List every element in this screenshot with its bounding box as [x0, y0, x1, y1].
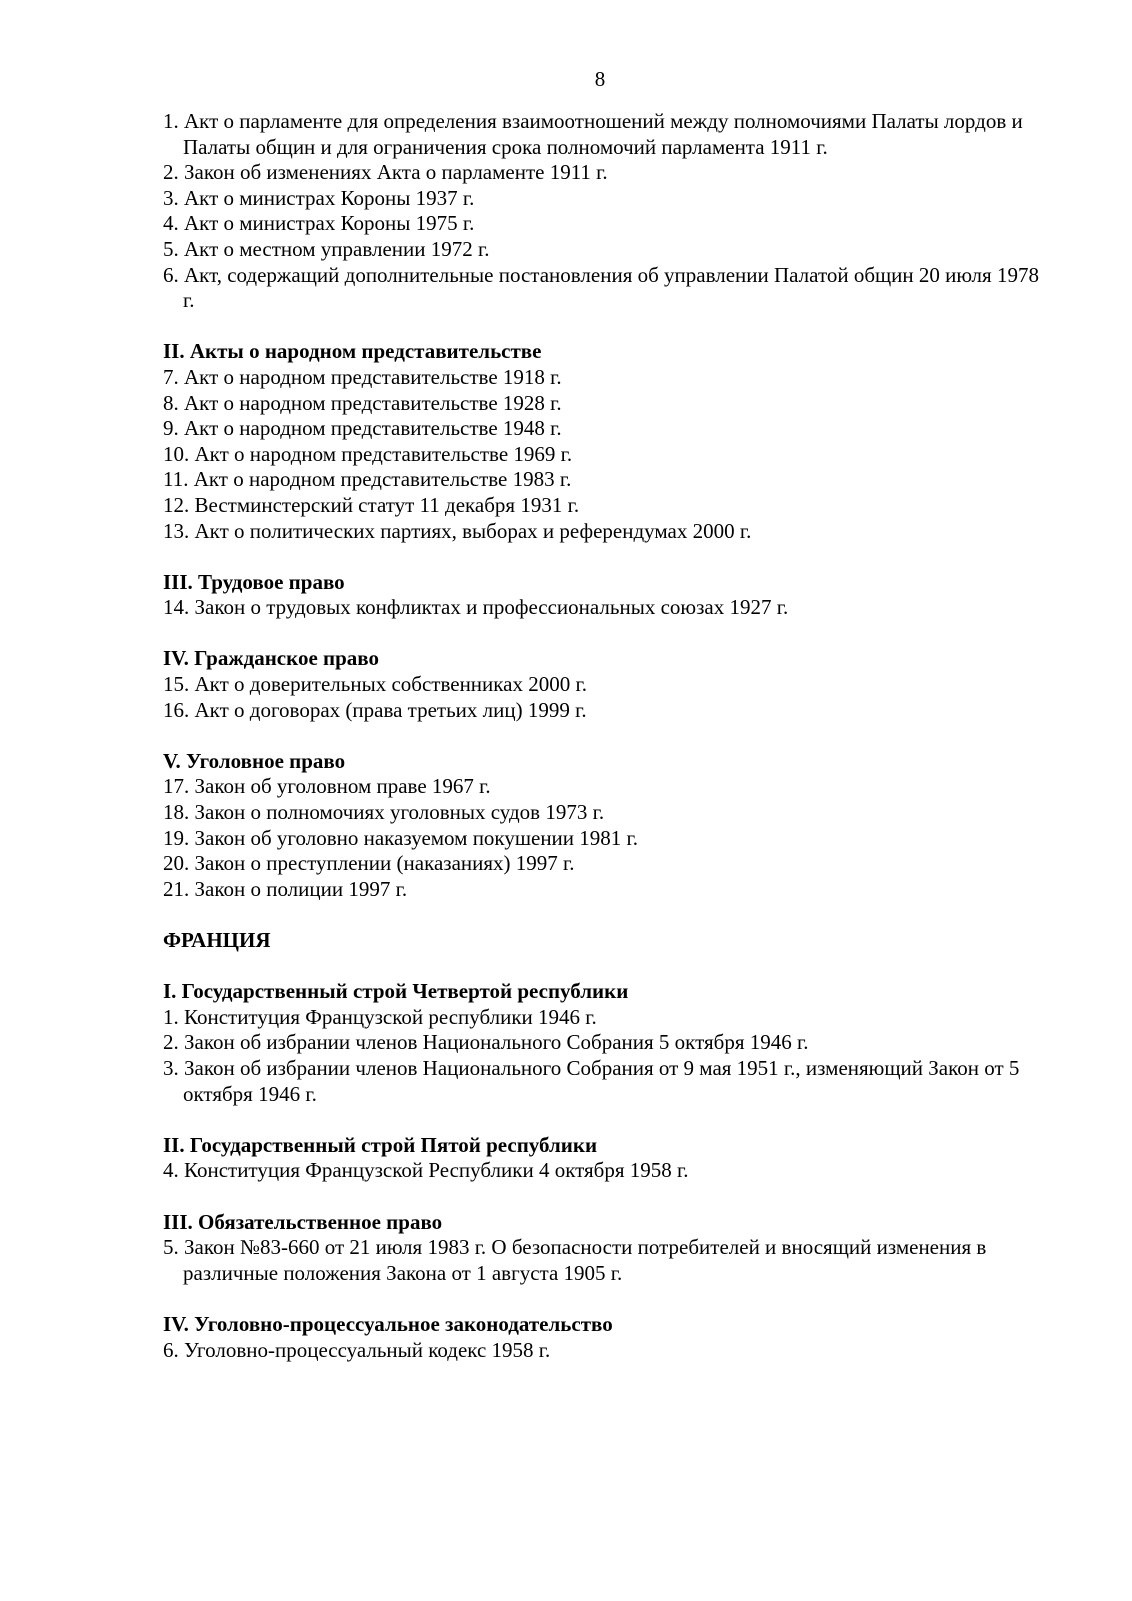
uk-section-2 — [163, 339, 1053, 544]
list-item: 5. Акт о местном управлении 1972 г. — [163, 236, 490, 261]
spacer — [163, 1286, 1053, 1312]
section-heading: II. Государственный строй Пятой республики — [163, 1132, 598, 1157]
list-item: 2. Закон об изменениях Акта о парламенте 1911 г. — [163, 160, 608, 185]
country-title: ФРАНЦИЯ — [163, 928, 271, 952]
list-item: 19. Закон об уголовно наказуемом покушении 1981 г. — [163, 825, 639, 850]
list-item: 6. Уголовно-процессуальный кодекс 1958 г. — [163, 1337, 551, 1362]
section-heading: II. Акты о народном представительстве — [163, 339, 542, 364]
list-item: 16. Акт о договорах (права третьих лиц) 1999 г. — [163, 697, 587, 722]
list-item: 8. Акт о народном представительстве 1928 г. — [163, 390, 562, 415]
section-heading: IV. Гражданское право — [163, 646, 379, 671]
list-item: 1. Конституция Французской республики 1946 г. — [163, 1004, 597, 1029]
list-item: 14. Закон о трудовых конфликтах и профессиональных союзах 1927 г. — [163, 595, 789, 620]
list-item: 3. Акт о министрах Короны 1937 г. — [163, 185, 475, 210]
spacer — [163, 544, 1053, 570]
list-item: 7. Акт о народном представительстве 1918 г. — [163, 364, 562, 389]
page-content — [163, 109, 1053, 1363]
list-item: 3. Закон об избрании членов Национального Собрания от 9 мая 1951 г., изменяющий Закон от 5 октября 1946 г. — [163, 1055, 1020, 1106]
list-item: 21. Закон о полиции 1997 г. — [163, 876, 408, 901]
list-item: 17. Закон об уголовном праве 1967 г. — [163, 774, 491, 799]
list-item: 20. Закон о преступлении (наказаниях) 1997 г. — [163, 851, 575, 876]
list-item: 6. Акт, содержащий дополнительные постановления об управлении Палатой общин 20 июля 1978 г. — [163, 262, 1039, 313]
list-item: 18. Закон о полномочиях уголовных судов 1973 г. — [163, 800, 605, 825]
list-item: 15. Акт о доверительных собственниках 2000 г. — [163, 672, 587, 697]
spacer — [163, 314, 1053, 340]
uk-block-1 — [163, 109, 1053, 314]
spacer — [163, 1184, 1053, 1210]
list-item: 12. Вестминстерский статут 11 декабря 1931 г. — [163, 492, 580, 517]
section-heading: III. Обязательственное право — [163, 1209, 443, 1234]
list-item: 9. Акт о народном представительстве 1948 г. — [163, 416, 562, 441]
spacer — [163, 723, 1053, 749]
spacer — [163, 954, 1053, 980]
list-item: 4. Акт о министрах Короны 1975 г. — [163, 211, 475, 236]
list-item: 10. Акт о народном представительстве 1969 г. — [163, 441, 573, 466]
spacer — [163, 902, 1053, 928]
section-heading: I. Государственный строй Четвертой республики — [163, 979, 629, 1004]
france-section-3 — [163, 1210, 1053, 1287]
france-section-4 — [163, 1312, 1053, 1363]
list-item: 2. Закон об избрании членов Национального Собрания 5 октября 1946 г. — [163, 1030, 809, 1055]
spacer — [163, 1107, 1053, 1133]
page-number: 8 — [594, 67, 606, 91]
list-item: 13. Акт о политических партиях, выборах и референдумах 2000 г. — [163, 518, 752, 543]
list-item: 11. Акт о народном представительстве 1983 г. — [163, 467, 572, 492]
list-item: 5. Закон №83-660 от 21 июля 1983 г. О безопасности потребителей и вносящий изменения в различные положения Закона от 1 августа 1905 г. — [163, 1235, 987, 1285]
section-heading: IV. Уголовно-процессуальное законодательство — [163, 1311, 613, 1336]
france-section-1 — [163, 979, 1053, 1107]
uk-section-3 — [163, 570, 1053, 621]
list-item: 1. Акт о парламенте для определения взаимоотношений между полномочиями Палаты лордов и Палаты общин и для ограничения срока полномочий парламента 1911 г. — [163, 109, 1023, 159]
section-heading: V. Уголовное право — [163, 748, 346, 773]
uk-section-5 — [163, 749, 1053, 903]
list-item: 4. Конституция Французской Республики 4 октября 1958 г. — [163, 1158, 689, 1183]
spacer — [163, 621, 1053, 647]
france-section-2 — [163, 1133, 1053, 1184]
uk-section-4 — [163, 646, 1053, 723]
section-heading: III. Трудовое право — [163, 569, 345, 594]
